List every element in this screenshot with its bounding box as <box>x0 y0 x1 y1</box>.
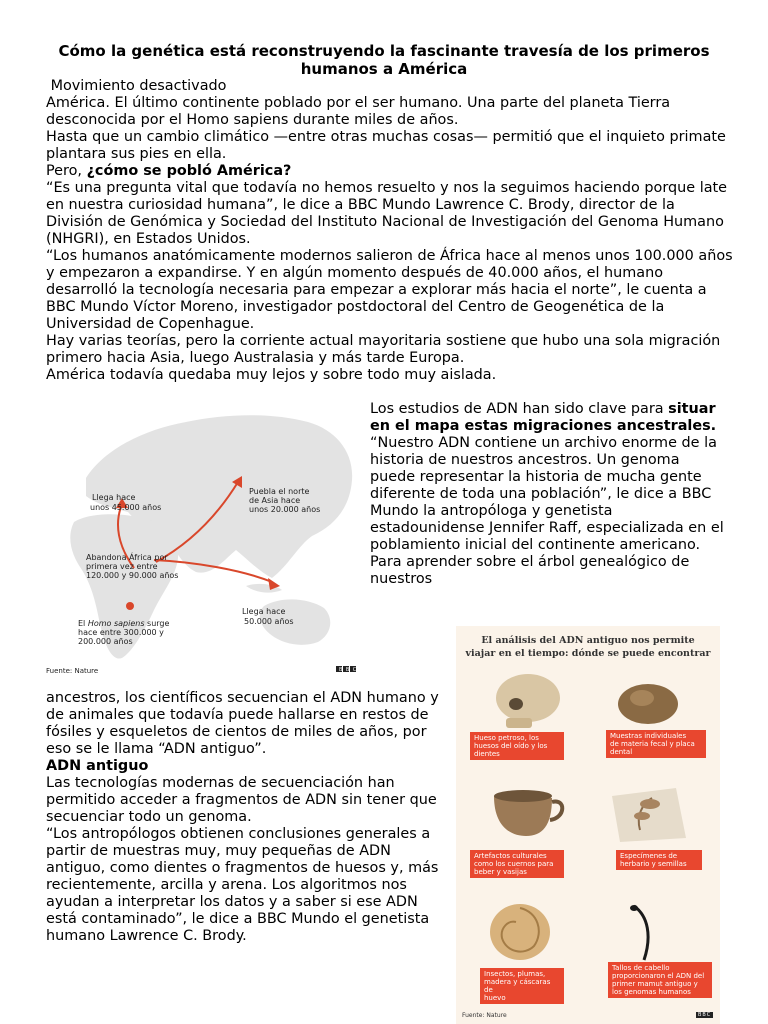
infographic-brand: BBC <box>698 1012 712 1018</box>
infographic-item-6 <box>608 962 712 998</box>
sapiens-label-1a: El <box>78 619 88 628</box>
item-4-line-1: Especímenes de <box>620 852 678 860</box>
sapiens-label-2: hace entre 300.000 y <box>78 628 164 637</box>
infographic-item-3 <box>470 850 564 878</box>
dna-intro-bold: situar en el mapa estas migraciones ancestrales. <box>370 401 717 434</box>
item-5-line-2: madera y cáscaras de <box>484 978 551 994</box>
sapiens-label-3: 200.000 años <box>78 637 133 646</box>
item-3-line-1: Artefactos culturales <box>474 852 547 860</box>
item-6-line-3: primer mamut antiguo y <box>612 980 698 988</box>
asia-label-2: de Asia hace <box>249 496 301 505</box>
hair-icon <box>614 902 674 966</box>
infographic-item-5 <box>480 968 564 1004</box>
africa-origin-dot <box>126 602 134 610</box>
asia-label-1: Puebla el norte <box>249 487 310 496</box>
item-2-line-3: dental <box>610 748 633 756</box>
sapiens-label-1 <box>78 619 170 628</box>
paragraph: América. El último continente poblado por el ser humano. Una parte del planeta Tierra desconocida por el Homo sapiens durante miles de años. <box>46 95 671 128</box>
australia-label-2: 50.000 años <box>244 617 294 626</box>
leave-africa-label-1: Abandona África por <box>86 553 168 562</box>
paragraph: Hasta que un cambio climático —entre otras muchas cosas— permitió que el inquieto primate plantara sus pies en ella. <box>46 129 726 162</box>
infographic-title-2: viajar en el tiempo: dónde se puede encontrar <box>465 648 711 659</box>
infographic-item-2 <box>606 730 706 758</box>
infographic-item-1 <box>470 732 564 760</box>
migration-map <box>46 400 358 676</box>
item-6-line-4: los genomas humanos <box>612 988 691 996</box>
infographic-item-4 <box>616 850 702 870</box>
leave-africa-label-3: 120.000 y 90.000 años <box>86 571 179 580</box>
paragraph: Hay varias teorías, pero la corriente actual mayoritaria sostiene que hubo una sola migración primero hacia Asia, luego Australasia y más tarde Europa. <box>46 333 721 366</box>
item-3-line-3: beber y vasijas <box>474 868 527 876</box>
skull-icon <box>486 670 566 732</box>
paragraph: “Nuestro ADN contiene un archivo enorme de la historia de nuestros ancestros. Un genoma puede representar la historia de mucha gente diferente de toda una población”, le dice a BBC Mundo la antropóloga y genetista estadounidense Jennifer Raff, especializada en el poblamiento inicial del continente americano. <box>370 435 724 553</box>
map-source: Fuente: Nature <box>46 667 99 675</box>
fecal-sample-icon <box>612 674 684 728</box>
section-heading <box>46 758 446 775</box>
item-1-line-3: dientes <box>474 750 500 758</box>
article-title: Cómo la genética está reconstruyendo la fascinante travesía de los primeros humanos a América <box>58 42 710 78</box>
paragraph: ancestros, los científicos secuencian el ADN humano y de animales que todavía puede hallarse en restos de fósiles y esqueletos de cientos de miles de años, por eso se le llama “ADN antiguo”. <box>46 690 439 757</box>
world-map-graphic <box>46 400 358 676</box>
europe-label-2: unos 45.000 años <box>90 503 162 512</box>
australia-label-1: Llega hace <box>242 607 286 616</box>
question-line <box>46 163 736 180</box>
question-heading: ¿cómo se pobló América? <box>86 163 292 179</box>
dna-intro <box>370 401 726 435</box>
paragraph: “Es una pregunta vital que todavía no hemos resuelto y nos la seguimos haciendo porque late en nuestra curiosidad humana”, le dice a BBC Mundo Lawrence C. Brody, director de la División de Genómica y Sociedad del Instituto Nacional de Investigación del Genoma Humano (NHGRI), en Estados Unidos. <box>46 180 728 247</box>
dna-intro-plain: Los estudios de ADN han sido clave para <box>370 401 669 417</box>
paragraph: Movimiento desactivado <box>46 78 227 94</box>
item-6-line-2: proporcionaron el ADN del <box>612 972 705 980</box>
question-prefix: Pero, <box>46 163 87 179</box>
asia-label-3: unos 20.000 años <box>249 505 321 514</box>
item-4-line-2: herbario y semillas <box>620 860 687 868</box>
map-brand: BBC <box>339 667 358 673</box>
paragraph: “Los antropólogos obtienen conclusiones generales a partir de muestras muy, muy pequeñas de ADN antiguo, como dientes o fragmentos de huesos y, más recientemente, arcilla y arena. Los algoritmos nos ayudan a interpretar los datos y a saber si ese ADN está contaminado”, le dice a BBC Mundo el genetista humano Lawrence C. Brody. <box>46 826 439 944</box>
item-6-line-1: Tallos de cabello <box>612 964 670 972</box>
europe-label-1: Llega hace <box>92 493 136 502</box>
paragraph: América todavía quedaba muy lejos y sobre todo muy aislada. <box>46 367 497 383</box>
vessel-icon <box>486 776 566 840</box>
shell-icon <box>484 898 556 964</box>
right-column <box>370 401 726 588</box>
sapiens-label-1b: Homo sapiens <box>87 619 145 628</box>
item-1-line-2: huesos del oído y los <box>474 742 548 750</box>
item-2-line-2: de materia fecal y placa <box>610 740 695 748</box>
item-5-line-1: Insectos, plumas, <box>484 970 546 978</box>
herbarium-icon <box>606 782 690 846</box>
paragraph: Las tecnologías modernas de secuenciación han permitido acceder a fragmentos de ADN sin tener que secuenciar todo un genoma. <box>46 775 437 825</box>
intro-section <box>46 78 736 384</box>
leave-africa-label-2: primera vez entre <box>86 562 158 571</box>
item-1-line-1: Hueso petroso, los <box>474 734 539 742</box>
infographic-source: Fuente: Nature <box>462 1012 507 1019</box>
ancient-dna-heading: ADN antiguo <box>46 758 149 774</box>
paragraph: Para aprender sobre el árbol genealógico de nuestros <box>370 554 690 587</box>
map-bbc-logo <box>336 666 358 673</box>
lower-left-section <box>46 690 446 945</box>
sapiens-label-1c: surge <box>144 619 170 628</box>
item-5-line-3: huevo <box>484 994 506 1002</box>
infographic-title-1: El análisis del ADN antiguo nos permite <box>481 635 695 646</box>
ancient-dna-infographic <box>456 626 720 1024</box>
infographic-title <box>456 634 720 660</box>
paragraph: “Los humanos anatómicamente modernos salieron de África hace al menos unos 100.000 años y empezaron a expandirse. Y en algún momento después de 40.000 años, el humano desarrolló la tecnología necesaria para empezar a explorar más hacia el norte”, le cuenta a BBC Mundo Víctor Moreno, investigador postdoctoral del Centro de Geogenética de la Universidad de Copenhague. <box>46 248 733 332</box>
item-2-line-1: Muestras individuales <box>610 732 687 740</box>
item-3-line-2: como los cuernos para <box>474 860 554 868</box>
